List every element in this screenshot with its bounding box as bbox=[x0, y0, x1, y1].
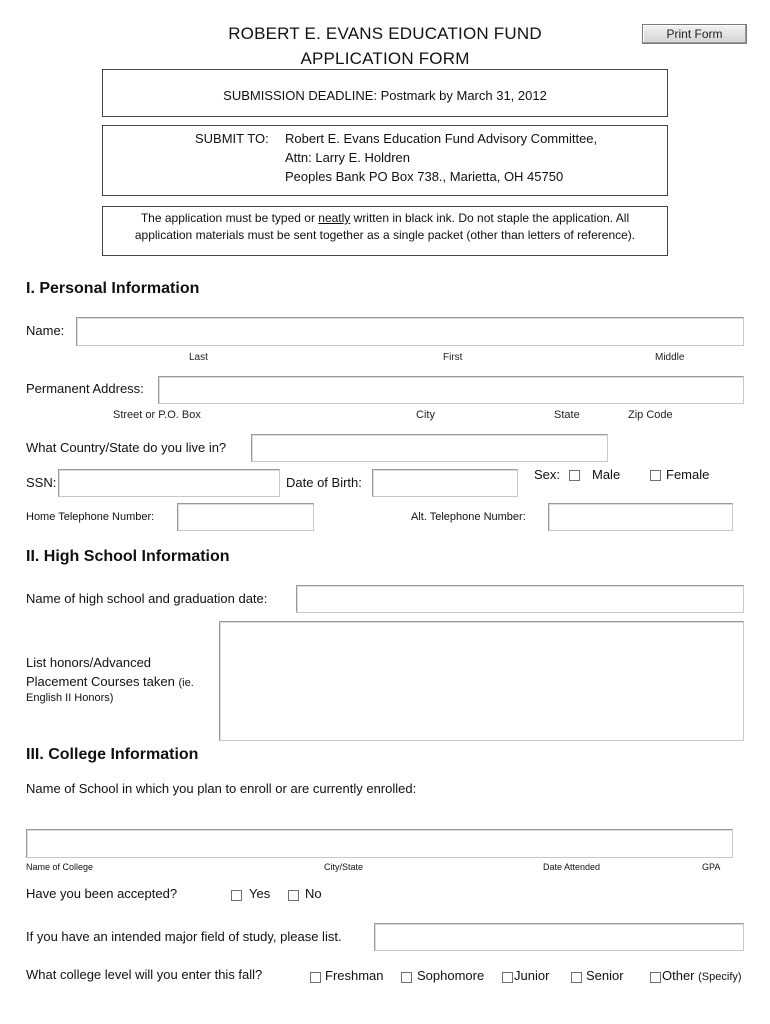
level-label: What college level will you enter this fall? bbox=[26, 967, 263, 982]
accepted-yes-label: Yes bbox=[249, 886, 271, 901]
accepted-yes-checkbox[interactable] bbox=[231, 890, 242, 901]
ssn-input[interactable] bbox=[58, 469, 280, 497]
address-sub-state: State bbox=[554, 409, 580, 421]
submit-to-line2: Attn: Larry E. Holdren bbox=[285, 150, 410, 165]
major-input[interactable] bbox=[374, 923, 744, 951]
personal-info-heading: I. Personal Information bbox=[26, 280, 200, 297]
name-input[interactable] bbox=[76, 317, 744, 346]
name-sub-middle: Middle bbox=[655, 352, 685, 363]
home-phone-label: Home Telephone Number: bbox=[26, 511, 155, 523]
address-sub-zip: Zip Code bbox=[628, 409, 673, 421]
honors-label-line1: List honors/Advanced bbox=[26, 655, 152, 670]
college-school-prompt: Name of School in which you plan to enroll or are currently enrolled: bbox=[26, 781, 417, 796]
college-school-input[interactable] bbox=[26, 829, 733, 858]
form-title-line2: APPLICATION FORM bbox=[300, 49, 470, 68]
level-sophomore-checkbox[interactable] bbox=[401, 972, 412, 983]
accepted-label: Have you been accepted? bbox=[26, 886, 178, 901]
level-junior-label: Junior bbox=[514, 968, 550, 983]
level-freshman-label: Freshman bbox=[325, 968, 384, 983]
dob-input[interactable] bbox=[372, 469, 518, 497]
high-school-heading: II. High School Information bbox=[26, 548, 230, 565]
instructions-line2: application materials must be sent together as a single packet (other than letters of reference). bbox=[134, 228, 636, 242]
sex-label: Sex: bbox=[534, 467, 561, 482]
level-senior-checkbox[interactable] bbox=[571, 972, 582, 983]
deadline-box bbox=[102, 69, 668, 117]
high-school-name-input[interactable] bbox=[296, 585, 744, 613]
accepted-no-label: No bbox=[305, 886, 322, 901]
college-heading: III. College Information bbox=[26, 746, 199, 763]
submit-to-line3: Peoples Bank PO Box 738., Marietta, OH 45750 bbox=[285, 169, 564, 184]
name-sub-first: First bbox=[443, 352, 463, 363]
form-title-line1: ROBERT E. EVANS EDUCATION FUND bbox=[228, 24, 542, 43]
submit-to-label: SUBMIT TO: bbox=[195, 131, 269, 146]
level-freshman-checkbox[interactable] bbox=[310, 972, 321, 983]
address-sub-street: Street or P.O. Box bbox=[113, 409, 201, 421]
country-label: What Country/State do you live in? bbox=[26, 440, 227, 455]
level-other-checkbox[interactable] bbox=[650, 972, 661, 983]
college-sub-name: Name of College bbox=[26, 862, 94, 872]
sex-male-label: Male bbox=[592, 467, 621, 482]
level-senior-label: Senior bbox=[586, 968, 624, 983]
honors-textarea[interactable] bbox=[219, 621, 744, 741]
alt-phone-label: Alt. Telephone Number: bbox=[411, 511, 526, 523]
dob-label: Date of Birth: bbox=[286, 475, 362, 490]
college-sub-date: Date Attended bbox=[543, 862, 601, 872]
level-other-label: Other (Specify) bbox=[662, 968, 742, 983]
ssn-label: SSN: bbox=[26, 475, 57, 490]
name-label: Name: bbox=[26, 323, 65, 338]
sex-male-checkbox[interactable] bbox=[569, 470, 580, 481]
sex-female-checkbox[interactable] bbox=[650, 470, 661, 481]
print-form-button[interactable]: Print Form bbox=[642, 24, 747, 44]
deadline-text: SUBMISSION DEADLINE: Postmark by March 31, 2012 bbox=[223, 88, 547, 103]
level-sophomore-label: Sophomore bbox=[417, 968, 485, 983]
honors-label-line2: Placement Courses taken (ie. bbox=[26, 674, 194, 689]
instructions-box bbox=[102, 206, 668, 256]
address-sub-city: City bbox=[416, 409, 435, 421]
submit-to-line1: Robert E. Evans Education Fund Advisory Committee, bbox=[285, 131, 598, 146]
home-phone-input[interactable] bbox=[177, 503, 314, 531]
instructions-line1: The application must be typed or neatly written in black ink. Do not staple the application. All bbox=[140, 211, 630, 225]
country-input[interactable] bbox=[251, 434, 608, 462]
high-school-name-label: Name of high school and graduation date: bbox=[26, 591, 268, 606]
name-sub-last: Last bbox=[189, 352, 208, 363]
major-label: If you have an intended major field of study, please list. bbox=[26, 929, 342, 944]
submit-to-box bbox=[102, 125, 668, 196]
address-label: Permanent Address: bbox=[26, 381, 144, 396]
level-junior-checkbox[interactable] bbox=[502, 972, 513, 983]
alt-phone-input[interactable] bbox=[548, 503, 733, 531]
honors-label-line3: English II Honors) bbox=[26, 692, 114, 704]
address-input[interactable] bbox=[158, 376, 744, 404]
college-sub-gpa: GPA bbox=[702, 862, 721, 872]
accepted-no-checkbox[interactable] bbox=[288, 890, 299, 901]
sex-female-label: Female bbox=[666, 467, 710, 482]
college-sub-citystate: City/State bbox=[324, 862, 364, 872]
